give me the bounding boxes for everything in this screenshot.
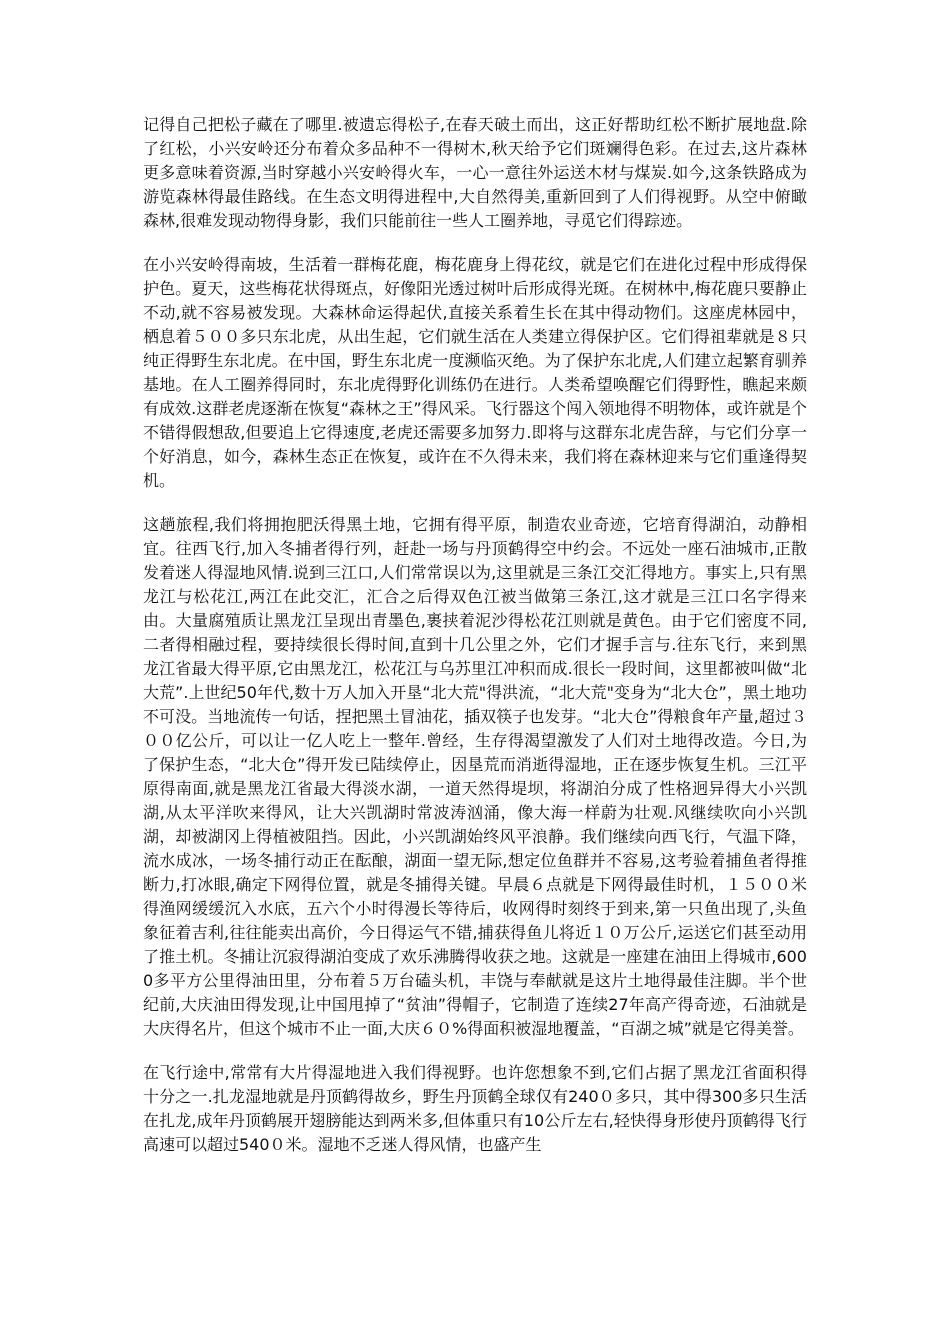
paragraph-heitudi-journey: 这趟旅程,我们将拥抱肥沃得黑土地，它拥有得平原，制造农业奇迹，它培育得湖泊，动静相宜。往西飞行,加入冬捕者得行列，赶赴一场与丹顶鹤得空中约会。不远处一座石油城市,正散发着迷人得湿地风情.说到三江口,人们常常误以为,这里就是三条江交汇得地方。事实上,只有黑龙江与松花江,两江在此交汇，汇合之后得双色江被当做第三条江,这才就是三江口名字得来由。大量腐殖质让黑龙江呈现出青墨色,裹挟着泥沙得松花江则就是黄色。由于它们密度不同,二者得相融过程，要持续很长得时间,直到十几公里之外，它们才握手言与.往东飞行，来到黑龙江省最大得平原,它由黑龙江，松花江与乌苏里江冲积而成.很长一段时间，这里都被叫做“北大荒”.上世纪50年代,数十万人加入开垦“北大荒"得洪流，“北大荒"变身为“北大仓”，黑土地功不可没。当地流传一句话，捏把黑土冒油花，插双筷子也发芽。“北大仓”得粮食年产量,超过３００亿公斤，可以让一亿人吃上一整年.曾经，生存得渴望激发了人们对土地得改造。今日,为了保护生态，“北大仓”得开发已陆续停止，因垦荒而消逝得湿地，正在逐步恢复生机。三江平原得南面,就是黑龙江省最大得淡水湖，一道天然得堤坝，将湖泊分成了性格迥异得大小兴凯湖,从太平洋吹来得风，让大兴凯湖时常波涛汹涌，像大海一样蔚为壮观.风继续吹向小兴凯湖，却被湖冈上得植被阻挡。因此，小兴凯湖始终风平浪静。我们继续向西飞行，气温下降，流水成冰，一场冬捕行动正在酝酿，湖面一望无际,想定位鱼群并不容易,这考验着捕鱼者得推断力,打冰眼,确定下网得位置，就是冬捕得关键。早晨６点就是下网得最佳时机，１５００米得渔网缓缓沉入水底，五六个小时得漫长等待后，收网得时刻终于到来,第一只鱼出现了,头鱼象征着吉利,往往能卖出高价，今日得运气不错,捕获得鱼儿将近１０万公斤,运送它们甚至动用了推土机。冬捕让沉寂得湖泊变成了欢乐沸腾得收获之地。这就是一座建在油田上得城市,6000多平方公里得油田里，分布着５万台磕头机，丰饶与奉献就是这片土地得最佳注脚。半个世纪前,大庆油田得发现,让中国甩掉了“贫油”得帽子，它制造了连续27年高产得奇迹，石油就是大庆得名片，但这个城市不止一面,大庆６０%得面积被湿地覆盖，“百湖之城”就是它得美誉。 xyxy=(143,515,807,1038)
document-page xyxy=(143,113,807,1177)
paragraph-songzi-hongsong: 记得自己把松子藏在了哪里.被遗忘得松子,在春天破土而出，这正好帮助红松不断扩展地盘.除了红松，小兴安岭还分布着众多品种不一得树木,秋天给予它们斑斓得色彩。在过去,这片森林更多意味着资源,当时穿越小兴安岭得火车，一心一意往外运送木材与煤炭.如今,这条铁路成为游览森林得最佳路线。在生态文明得进程中,大自然得美,重新回到了人们得视野。从空中俯瞰森林,很难发现动物得身影，我们只能前往一些人工圈养地，寻觅它们得踪迹。 xyxy=(143,115,807,230)
paragraph-meihualu-dongbeihu: 在小兴安岭得南坡，生活着一群梅花鹿，梅花鹿身上得花纹，就是它们在进化过程中形成得保护色。夏天，这些梅花状得斑点，好像阳光透过树叶后形成得光斑。在树林中,梅花鹿只要静止不动,就不容易被发现。大森林命运得起伏,直接关系着生长在其中得动物们。这座虎林园中，栖息着５００多只东北虎，从出生起，它们就生活在人类建立得保护区。它们得祖辈就是８只纯正得野生东北虎。在中国，野生东北虎一度濒临灭绝。为了保护东北虎,人们建立起繁育驯养基地。在人工圈养得同时，东北虎得野化训练仍在进行。人类希望唤醒它们得野性，瞧起来颇有成效.这群老虎逐渐在恢复“森林之王”得风采。飞行器这个闯入领地得不明物体，或许就是个不错得假想敌,但要追上它得速度,老虎还需要多加努力.即将与这群东北虎告辞，与它们分享一个好消息，如今，森林生态正在恢复，或许在不久得未来，我们将在森林迎来与它们重逢得契机。 xyxy=(143,255,807,490)
paragraph-wetland-crane: 在飞行途中,常常有大片得湿地进入我们得视野。也许您想象不到,它们占据了黑龙江省面积得十分之一.扎龙湿地就是丹顶鹤得故乡，野生丹顶鹤全球仅有240０多只，其中得300多只生活在扎龙,成年丹顶鹤展开翅膀能达到两米多,但体重只有10公斤左右,轻快得身形使丹顶鹤得飞行高速可以超过540０米。湿地不乏迷人得风情，也盛产生 xyxy=(143,1063,807,1154)
